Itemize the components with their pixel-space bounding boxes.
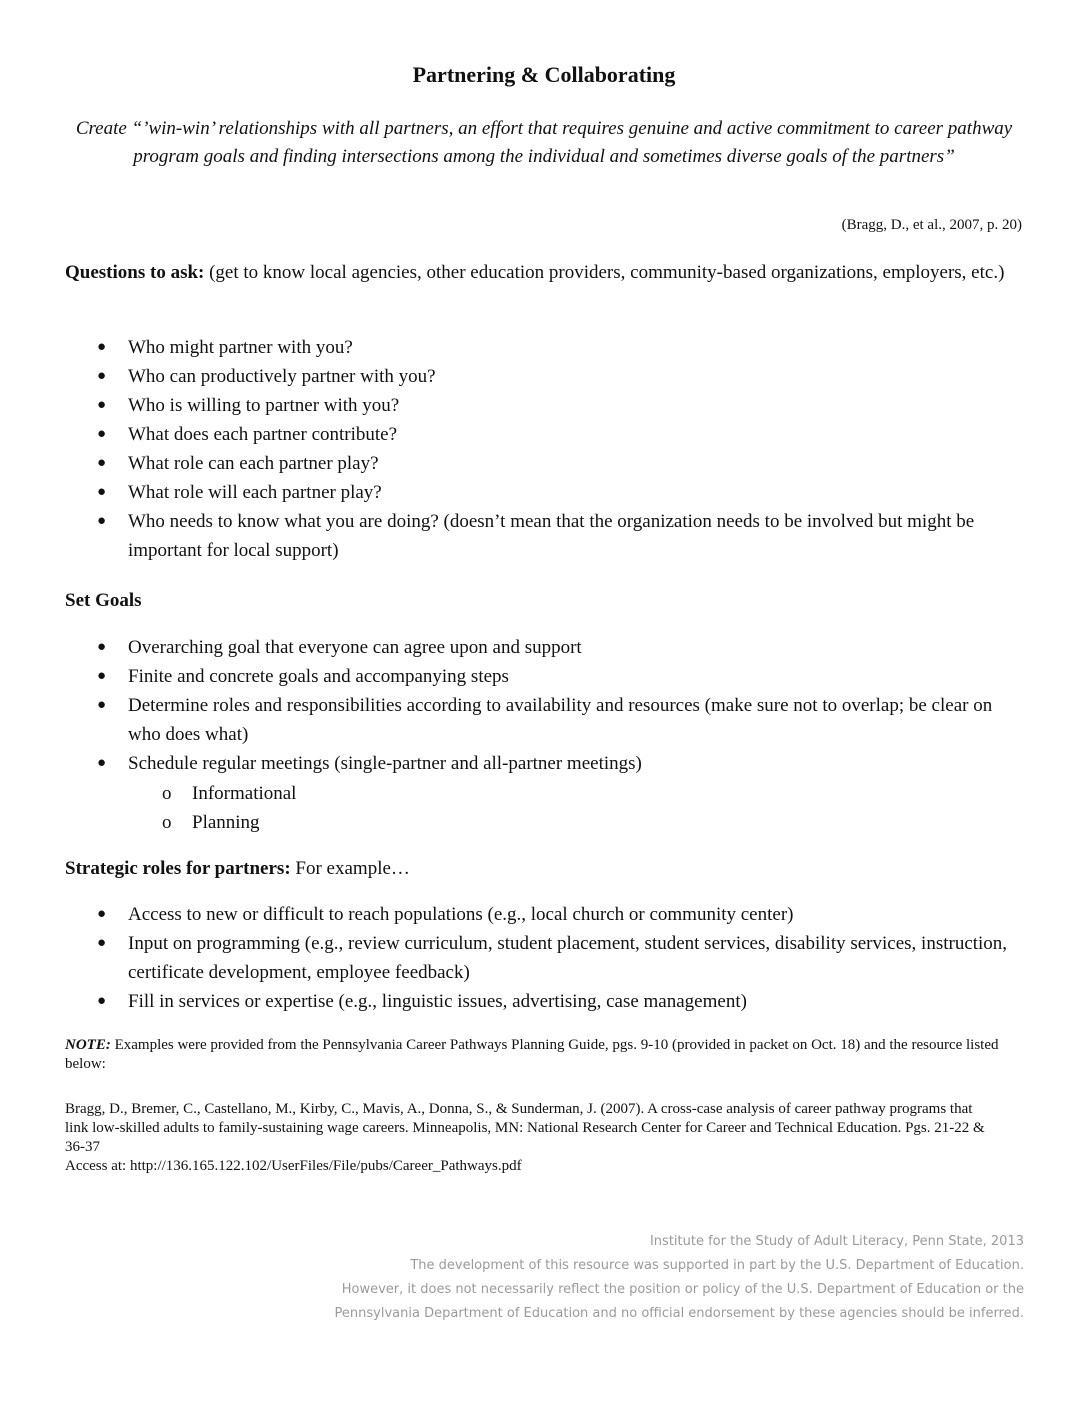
meetings-sublist bbox=[0, 779, 296, 837]
bullet-icon: ● bbox=[97, 397, 107, 413]
bullet-icon: ● bbox=[97, 697, 107, 713]
bullet-icon: ● bbox=[97, 484, 107, 500]
bullet-icon: ● bbox=[97, 639, 107, 655]
note-paragraph bbox=[65, 1036, 1022, 1074]
strategic-intro: For example… bbox=[290, 858, 410, 879]
questions-heading: Questions to ask: bbox=[65, 262, 205, 283]
reference-access-url: Access at: http://136.165.122.102/UserFiles/File/pubs/Career_Pathways.pdf bbox=[65, 1158, 522, 1174]
quote-citation: (Bragg, D., et al., 2007, p. 20) bbox=[841, 217, 1022, 233]
footer-line: The development of this resource was supported in part by the U.S. Department of Education. bbox=[410, 1258, 1024, 1273]
footer-line: Institute for the Study of Adult Literacy, Penn State, 2013 bbox=[649, 1234, 1024, 1249]
list-item: o Planning bbox=[0, 808, 296, 837]
bullet-icon: ● bbox=[97, 426, 107, 442]
reference-block bbox=[65, 1100, 998, 1176]
list-item: ● Access to new or difficult to reach populations (e.g., local church or community center) bbox=[0, 900, 1028, 929]
bullet-icon: ● bbox=[97, 513, 107, 529]
intro-quote: Create “’win-win’ relationships with all partners, an effort that requires genuine and active commitment to career pathway program goals and finding intersections among the individual and sometimes diverse goals of the partners” bbox=[75, 118, 1013, 167]
reference-text: Bragg, D., Bremer, C., Castellano, M., Kirby, C., Mavis, A., Donna, S., & Sunderman, J. (2007). A cross-case analysis of career pathway programs that link low-skilled adults to family-sustaining wage careers. Minneapolis, MN: National Research Center for Career and Technical Education. Pgs. 21-22 & 36-37 bbox=[65, 1101, 985, 1155]
note-label: NOTE: bbox=[65, 1037, 111, 1053]
list-item: ● Determine roles and responsibilities according to availability and resources (make sure not to overlap; be clear on who does what) bbox=[0, 691, 1028, 749]
goals-heading: Set Goals bbox=[65, 590, 142, 611]
list-item: o Informational bbox=[0, 779, 296, 808]
list-item: ● Who is willing to partner with you? bbox=[0, 391, 1028, 420]
list-item: ● Who needs to know what you are doing? (doesn’t mean that the organization needs to be involved but might be important for local support) bbox=[0, 507, 1028, 565]
footer-line: Pennsylvania Department of Education and no official endorsement by these agencies should be inferred. bbox=[334, 1306, 1024, 1321]
note-text: Examples were provided from the Pennsylvania Career Pathways Planning Guide, pgs. 9-10 (provided in packet on Oct. 18) and the resource listed below: bbox=[65, 1037, 999, 1072]
questions-list bbox=[0, 333, 1028, 565]
list-item: ● What role will each partner play? bbox=[0, 478, 1028, 507]
questions-intro: (get to know local agencies, other education providers, community-based organizations, employers, etc.) bbox=[204, 262, 1005, 283]
bullet-icon: ● bbox=[97, 668, 107, 684]
list-item: ● What role can each partner play? bbox=[0, 449, 1028, 478]
list-item: ● Fill in services or expertise (e.g., linguistic issues, advertising, case management) bbox=[0, 987, 1028, 1016]
strategic-heading: Strategic roles for partners: bbox=[65, 858, 291, 879]
bullet-icon: ● bbox=[97, 368, 107, 384]
list-item: ● What does each partner contribute? bbox=[0, 420, 1028, 449]
bullet-icon: ● bbox=[97, 455, 107, 471]
bullet-icon: ● bbox=[97, 755, 107, 771]
sub-bullet-icon: o bbox=[162, 783, 172, 804]
list-item: ● Who can productively partner with you? bbox=[0, 362, 1028, 391]
strategic-paragraph bbox=[65, 854, 1028, 883]
bullet-icon: ● bbox=[97, 935, 107, 951]
goals-list bbox=[0, 633, 1028, 778]
bullet-icon: ● bbox=[97, 993, 107, 1009]
strategic-list bbox=[0, 900, 1028, 1016]
list-item: ● Overarching goal that everyone can agree upon and support bbox=[0, 633, 1028, 662]
list-item: ● Who might partner with you? bbox=[0, 333, 1028, 362]
page-title: Partnering & Collaborating bbox=[412, 62, 676, 87]
footer-line: However, it does not necessarily reflect the position or policy of the U.S. Department of Education or the bbox=[341, 1282, 1024, 1297]
questions-paragraph bbox=[65, 258, 1028, 287]
list-item: ● Finite and concrete goals and accompanying steps bbox=[0, 662, 1028, 691]
list-item: ● Input on programming (e.g., review curriculum, student placement, student services, disability services, instruction, certificate development, employee feedback) bbox=[0, 929, 1028, 987]
bullet-icon: ● bbox=[97, 906, 107, 922]
footer-disclaimer bbox=[335, 1230, 1024, 1326]
list-item: ● Schedule regular meetings (single-partner and all-partner meetings) bbox=[0, 749, 1028, 778]
sub-bullet-icon: o bbox=[162, 812, 172, 833]
bullet-icon: ● bbox=[97, 339, 107, 355]
